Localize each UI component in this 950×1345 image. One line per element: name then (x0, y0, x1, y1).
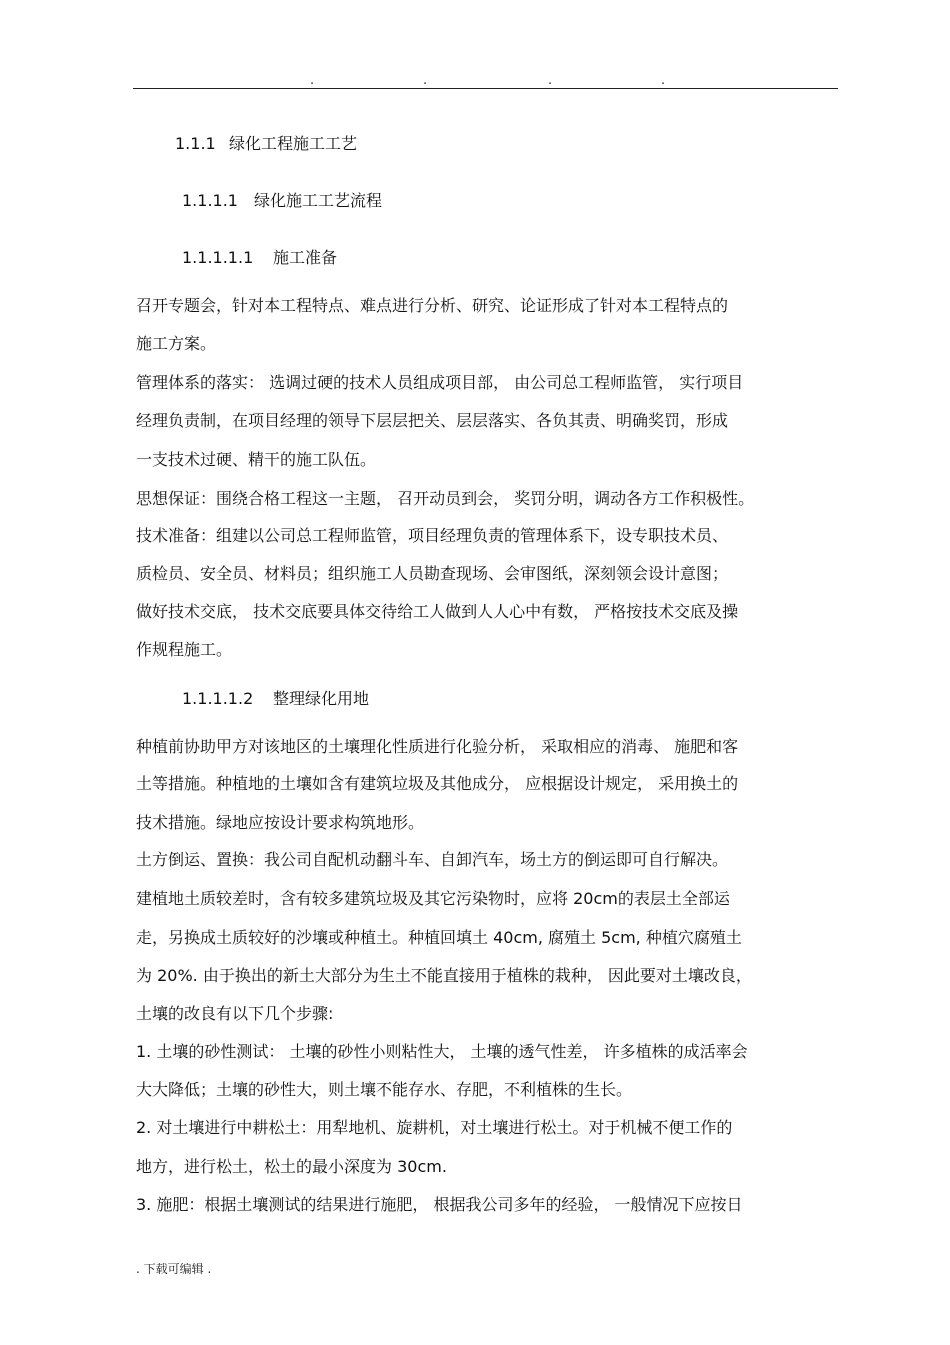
heading-text: 绿化施工工艺流程 (254, 191, 383, 210)
text-line: 种植前协助甲方对该地区的土壤理化性质进行化验分析， 采取相应的消毒、 施肥和客 (136, 737, 739, 756)
heading-number: 1.1.1 (175, 134, 216, 153)
text-line: 大大降低；土壤的砂性大，则土壤不能存水、存肥，不利植株的生长。 (136, 1080, 633, 1099)
text-line: 为 20%. 由于换出的新土大部分为生土不能直接用于植株的栽种， 因此要对土壤改良， (136, 966, 752, 985)
heading-text: 施工准备 (273, 248, 338, 267)
heading-number: 1.1.1.1.2 (182, 689, 254, 708)
heading-number: 1.1.1.1 (182, 191, 238, 210)
text-line: 2. 对土壤进行中耕松土：用犁地机、旋耕机，对土壤进行松土。对于机械不便工作的 (136, 1118, 733, 1137)
text-line: 质检员、安全员、材料员；组织施工人员勘查现场、会审图纸，深刻领会设计意图； (136, 564, 729, 583)
header-dot-2: . (423, 73, 428, 88)
text-line: 3. 施肥：根据土壤测试的结果进行施肥， 根据我公司多年的经验， 一般情况下应按日 (136, 1195, 743, 1214)
text-line: 思想保证：围绕合格工程这一主题， 召开动员到会， 奖罚分明，调动各方工作积极性。 (136, 489, 755, 508)
page-header (0, 74, 950, 88)
text-line: 管理体系的落实： 选调过硬的技术人员组成项目部， 由公司总工程师监管， 实行项目 (136, 373, 744, 392)
text-line: 地方，进行松土，松土的最小深度为 30cm. (136, 1157, 447, 1176)
text-line: 施工方案。 (136, 334, 217, 353)
header-dot-3: . (548, 73, 553, 88)
heading-number: 1.1.1.1.1 (182, 248, 254, 267)
text-line: 技术准备：组建以公司总工程师监管，项目经理负责的管理体系下，设专职技术员、 (136, 526, 729, 545)
header-rule (133, 88, 838, 89)
text-line: 经理负责制，在项目经理的领导下层层把关、层层落实、各负其责、明确奖罚，形成 (136, 411, 729, 430)
heading-1-1-1 (175, 134, 357, 154)
heading-1-1-1-1 (182, 191, 382, 211)
text-line: 做好技术交底， 技术交底要具体交待给工人做到人人心中有数， 严格按技术交底及操 (136, 602, 739, 621)
header-dot-4: . (661, 73, 666, 88)
text-line: 召开专题会，针对本工程特点、难点进行分析、研究、论证形成了针对本工程特点的 (136, 296, 729, 315)
heading-1-1-1-1-1 (182, 248, 337, 268)
page-footer: . 下载可编辑 . (136, 1262, 212, 1276)
text-line: 作规程施工。 (136, 640, 233, 659)
text-line: 一支技术过硬、精干的施工队伍。 (136, 450, 377, 469)
text-line: 技术措施。绿地应按设计要求构筑地形。 (136, 813, 425, 832)
text-line: 1. 土壤的砂性测试： 土壤的砂性小则粘性大， 土壤的透气性差， 许多植株的成活率会 (136, 1042, 748, 1061)
text-line: 走，另换成土质较好的沙壤或种植土。种植回填土 40cm, 腐殖土 5cm, 种植穴腐殖土 (136, 928, 742, 947)
text-line: 土壤的改良有以下几个步骤: (136, 1004, 334, 1023)
header-dot-1: . (310, 73, 315, 88)
text-line: 建植地土质较差时，含有较多建筑垃圾及其它污染物时，应将 20cm的表层土全部运 (136, 889, 730, 908)
heading-text: 绿化工程施工工艺 (229, 134, 358, 153)
heading-1-1-1-1-2 (182, 689, 369, 709)
heading-text: 整理绿化用地 (273, 689, 370, 708)
text-line: 土方倒运、置换：我公司自配机动翻斗车、自卸汽车，场土方的倒运即可自行解决。 (136, 850, 729, 869)
text-line: 土等措施。种植地的土壤如含有建筑垃圾及其他成分， 应根据设计规定， 采用换土的 (136, 774, 739, 793)
